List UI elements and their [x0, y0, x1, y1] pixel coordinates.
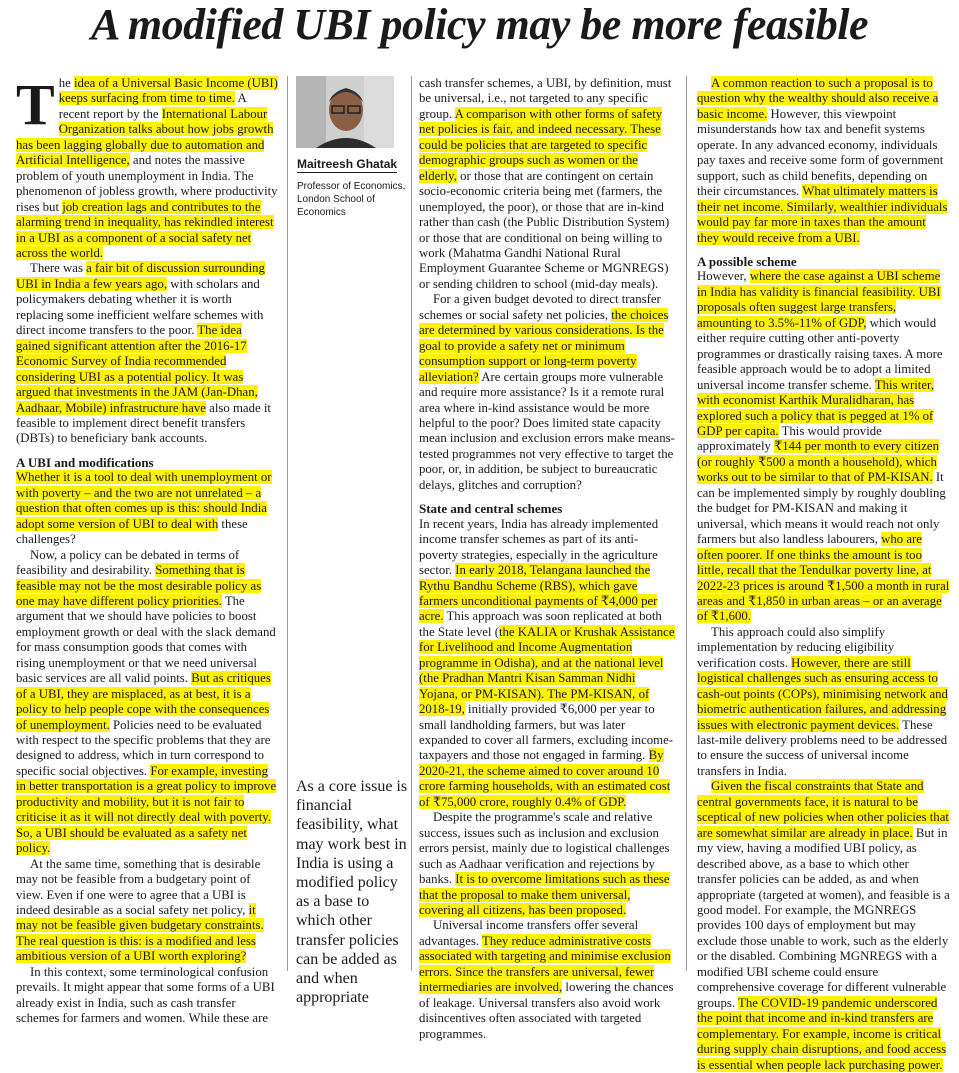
column-divider — [287, 76, 288, 971]
text-run: However, this viewpoint misunderstands how tax and benefit systems operate. In any advanced economy, individuals pay taxes and receive some form of government support, such as child benefits, depending on their circumstances. — [697, 106, 944, 199]
highlighted-text: For example, investing in better transportation is a great policy to improve productivity and mobility, but it is not fair to criticise it as it will not directly deal with poverty. So, a UBI should be evaluated as a safety net policy. — [16, 763, 277, 856]
article-column-1 — [16, 72, 279, 1027]
paragraph — [419, 918, 677, 1042]
text-run: This approach was soon replicated at both the State level ( — [419, 609, 662, 639]
text-run: initially provided ₹6,000 per year to small landholding farmers, but was later expanded to cover all farmers, excluding income-taxpayers and those not engaged in farming. — [419, 702, 674, 763]
paragraph — [419, 76, 677, 292]
paragraph — [16, 72, 279, 261]
highlighted-text: By 2020-21, the scheme aimed to cover around 10 crore farming households, with an estimated cost of ₹75,000 crore, roughly 0.4% of GDP. — [419, 748, 671, 809]
highlighted-text: Something that is feasible may not be the most desirable policy as one may have different policy priorities. — [16, 563, 262, 608]
highlighted-text: where the case against a UBI scheme in India has validity is financial feasibility. UBI proposals often suggest large transfers, amounting to 3.5%-11% of GDP, — [697, 269, 941, 330]
paragraph — [697, 76, 951, 246]
text-run: These last-mile delivery problems need to be addressed to ensure the success of universal income transfers in India. — [697, 717, 948, 778]
highlighted-text: This writer, with economist Karthik Muralidharan, has explored such a policy that is pegged at 1% of GDP per capita. — [697, 377, 934, 438]
text-run: and notes the massive problem of youth unemployment in India. The phenomenon of jobless growth, where productivity rises but — [16, 153, 278, 214]
text-run: Policies need to be evaluated with respect to the specific problems that they are designed to address, which in turn correspond to specific social objectives. — [16, 717, 271, 778]
text-run: with scholars and policymakers debating whether it is worth replacing some inefficient welfare schemes with direct income transfers to the poor. — [16, 276, 264, 338]
column-divider — [411, 76, 412, 971]
highlighted-text: The COVID-19 pandemic underscored the point that income and in-kind transfers are complementary. For example, income is critical during supply chain disruptions, and food access is essential when people lack purchasing power. — [697, 995, 947, 1072]
subhead-state-central-schemes: State and central schemes — [419, 501, 563, 517]
text-run: In this context, some terminological confusion prevails. It might appear that some forms of a UBI already exist in India, such as cash transfer schemes for farmers and women. While these are — [16, 964, 275, 1026]
text-run: This approach could also simplify implementation by reducing eligibility verification costs. — [697, 624, 895, 670]
text-run: There was — [30, 261, 87, 276]
highlighted-text: In early 2018, Telangana launched the Rythu Bandhu Scheme (RBS), which gave farmers unconditional payments of ₹4,000 per acre. — [419, 563, 658, 624]
text-run: At the same time, something that is desirable may not be feasible from a budgetary point of view. Even if one were to agree that a UBI is indeed desirable as a social safety net policy, — [16, 856, 261, 918]
paragraph — [16, 470, 279, 547]
paragraph — [697, 269, 951, 624]
author-title: Professor of Economics, London School of Economics — [297, 181, 406, 218]
paragraph — [697, 779, 951, 1073]
paragraph — [419, 810, 677, 918]
text-run: Despite the programme's scale and relative success, issues such as inclusion and exclusion errors persist, mainly due to logistical challenges such as Aadhaar verification and rejections by banks. — [419, 810, 670, 887]
text-run: However, — [697, 269, 750, 284]
highlighted-text: A common reaction to such a proposal is to question why the wealthy should also receive a basic income. — [697, 76, 939, 121]
text-run: lowering the chances of leakage. Universal transfers also avoid work disincentives often associated with targeted programmes. — [419, 980, 674, 1041]
highlighted-text: The idea gained significant attention after the 2016-17 Economic Survey of India recommended considering UBI as a potential policy. It was argued that investments in the JAM (Jan-Dhan, Aadhaar, Mobile) infrastructure have — [16, 323, 258, 415]
paragraph — [16, 857, 279, 965]
highlighted-text: who are often poorer. If one thinks the amount is too little, recall that the Tendulkar poverty line, at 2022-23 prices is around ₹1,500 a month in rural areas and ₹1,850 in urban areas – or an average of ₹1,600. — [697, 532, 950, 624]
article-column-2 — [419, 76, 677, 1042]
highlighted-text: A comparison with other forms of safety net policies is fair, and indeed necessary. These could be policies that are targeted to specific demographic groups such as women or the elderly, — [419, 106, 663, 183]
paragraph — [419, 517, 677, 811]
text-run: Now, a policy can be debated in terms of feasibility and desirability. — [16, 547, 240, 578]
author-photo — [296, 76, 394, 148]
text-run: cash transfer schemes, a UBI, by definition, must be universal, i.e., not targeted to any specific group. — [419, 76, 672, 121]
text-run: he — [58, 76, 74, 90]
highlighted-text: But as critiques of a UBI, they are misplaced, as at best, it is a policy to help people cope with the consequences of unemployment. — [16, 671, 271, 732]
text-run: It can be implemented simply by roughly doubling the budget for PM-KISAN and making it universal, which means it would reach not only farmers but also landless labourers, — [697, 470, 946, 547]
text-run: Universal income transfers offer several advantages. — [419, 918, 639, 948]
highlighted-text: a fair bit of discussion surrounding UBI in India a few years ago, — [16, 261, 265, 291]
subhead-possible-scheme: A possible scheme — [697, 253, 797, 269]
highlighted-text: the KALIA or Krushak Assistance for Livelihood and Income Augmentation programme in Odisha), and at the national level (the Pradhan Mantri Kisan Samman Nidhi Yojana, or PM-KISAN). The PM-KISAN, of 2018-19, — [419, 624, 675, 717]
highlighted-text: However, there are still logistical challenges such as ensuring access to cash-out points (COPs), minimising network and biometric authentication failures, and addressing issues with electronic payment devices. — [697, 655, 948, 732]
author-name: Maitreesh Ghatak — [297, 157, 398, 171]
paragraph — [16, 261, 279, 446]
text-run: Are certain groups more vulnerable and require more assistance? Is it a remote rural area where in-kind assistance would be more helpful to the poor? Does limited state capacity mean inclusion and exclusion errors make means-tested programmes not very effective to target the poor, or, in addition, be subject to bureaucratic delays, glitches and corruption? — [419, 369, 675, 492]
text-run: For a given budget devoted to direct transfer schemes or social safety net policies, — [419, 292, 661, 322]
highlighted-text: What ultimately matters is their net income. Similarly, wealthier individuals would pay far more in taxes than the amount they would receive from a UBI. — [697, 184, 948, 245]
highlighted-text: the choices are determined by various considerations. Is the goal to provide a safety net or minimum consumption support or long-term poverty alleviation? — [419, 307, 669, 384]
text-run: these challenges? — [16, 516, 248, 547]
highlighted-text: it may not be feasible given budgetary constraints. The real question is this: is a modified and less ambitious version of a UBI worth exploring? — [16, 903, 264, 964]
text-run: This would provide approximately — [697, 423, 882, 454]
highlighted-text: ₹144 per month to every citizen (or roughly ₹500 a month a household), which works out to be similar to that of PM-KISAN. — [697, 439, 939, 485]
text-run: or those that are contingent on certain socio-economic criteria being met (farmers, the unemployed, the poor), or those that are in-kind rather than cash (the Public Distribution System) or those that are conditional on being willing to work (Mahatma Gandhi National Rural Employment Guarantee Scheme or MGNREGS) or sending children to school (mid-day meals). — [419, 168, 670, 291]
pull-quote: As a core issue is financial feasibility, what may work best in India is using a modified policy as a base to which other transfer policies can be added as and when appropriate — [296, 778, 408, 1007]
paragraph — [697, 625, 951, 780]
highlighted-text: International Labour Organization talks about how jobs growth has been lagging globally due to automation and Artificial Intelligence, — [16, 106, 274, 168]
text-run: also made it feasible to implement direct benefit transfers (DBTs) to beneficiary bank accounts. — [16, 400, 271, 446]
highlighted-text: job creation lags and contributes to the alarming trend in inequality, has rekindled interest in a UBI as a component of a social safety net across the world. — [16, 199, 274, 260]
column-divider — [686, 76, 687, 971]
headline: A modified UBI policy may be more feasible — [91, 0, 868, 49]
highlighted-text: It is to overcome limitations such as these that the proposal to make them universal, covering all citizens, has been proposed. — [419, 872, 670, 918]
drop-cap: T — [16, 72, 55, 137]
subhead-ubi-modifications: A UBI and modifications — [16, 454, 154, 470]
text-run: But in my view, having a modified UBI policy, as described above, as a base to which other transfer policies can be added, as and when appropriate (targeted at women), and feasible is a good model. For example, the MGNREGS provides 100 days of employment but may exclude those unable to work, such as the elderly or the disabled. Combining MGNREGS with a modified UBI scheme could ensure comprehensive coverage for different vulnerable groups. — [697, 825, 950, 1010]
paragraph — [16, 548, 279, 857]
highlighted-text: Whether it is a tool to deal with unemployment or with poverty – and the two are not unrelated – a question that often comes up is this: should India adopt some version of UBI to deal with — [16, 470, 272, 531]
article-column-3 — [697, 76, 951, 1073]
highlighted-text: They reduce administrative costs associated with targeting and minimise exclusion errors. Since the transfers are universal, fewer intermediaries are involved, — [419, 933, 671, 995]
paragraph — [16, 965, 279, 1027]
text-run: A recent report by the — [58, 91, 246, 121]
text-run: In recent years, India has already implemented income transfer schemes as part of its anti-poverty strategies, especially in the agriculture sector. — [419, 516, 659, 578]
highlighted-text: idea of a Universal Basic Income (UBI) keeps surfacing from time to time. — [58, 76, 278, 106]
text-run: which would either require cutting other anti-poverty programmes or drastically raising taxes. A more feasible approach would be to adopt a limited universal income transfer scheme. — [697, 315, 943, 392]
highlighted-text: Given the fiscal constraints that State and central governments face, it is natural to be sceptical of new policies when other policies that are somewhat similar are already in place. — [697, 779, 949, 840]
paragraph — [419, 292, 677, 493]
text-run: The argument that we should have policies to boost employment growth or deal with the slack demand for mass consumption goods that comes with rising unemployment or that we need universal basic services are all valid points. — [16, 593, 276, 686]
